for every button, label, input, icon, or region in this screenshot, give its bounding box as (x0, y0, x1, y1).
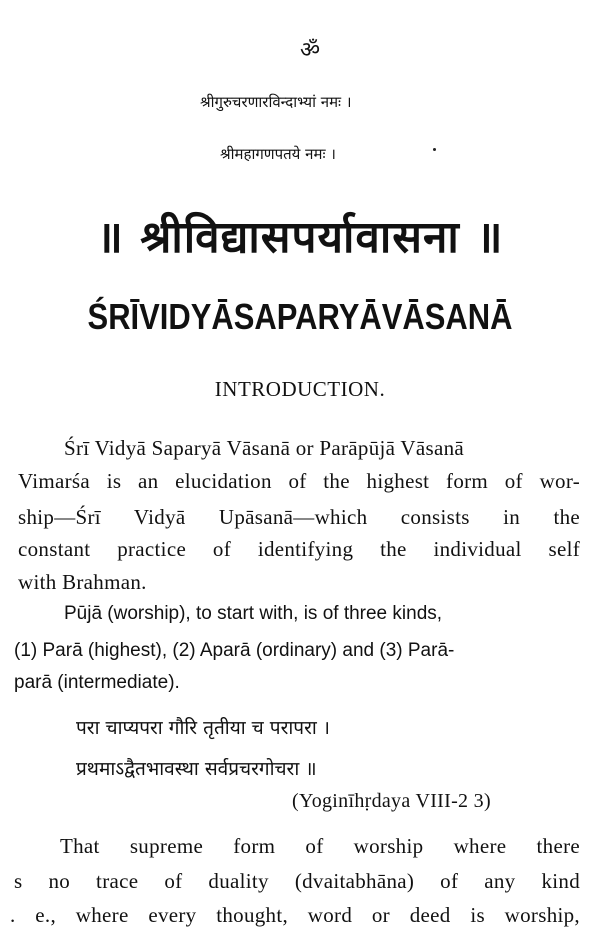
paragraph-line: Pūjā (worship), to start with, is of three kinds, (64, 603, 443, 624)
invocation-guru: श्रीगुरुचरणारविन्दाभ्यां नमः । (200, 93, 352, 111)
paragraph-line: . e., where every thought, word or deed is worship, (10, 903, 580, 927)
verse-line: प्रथमाऽद्वैतभावस्था सर्वप्रचरगोचरा ॥ (76, 758, 317, 780)
paragraph-line: That supreme form of worship where there (60, 834, 580, 858)
invocation-ganapati: श्रीमहागणपतये नमः । (220, 145, 336, 163)
print-speck (433, 148, 436, 151)
paragraph-line: (1) Parā (highest), (2) Aparā (ordinary) and (3) Parā- (14, 640, 455, 661)
section-heading: INTRODUCTION. (214, 377, 386, 401)
paragraph-line: Śrī Vidyā Saparyā Vāsanā or Parāpūjā Vāsanā (64, 436, 465, 460)
om-symbol: ॐ (300, 38, 321, 63)
verse-line: परा चाप्यपरा गौरि तृतीया च परापरा । (76, 717, 330, 739)
paragraph-line: ship—Śrī Vidyā Upāsanā—which consists in the (18, 505, 580, 529)
roman-title: ŚRĪVIDYĀSAPARYĀVĀSANĀ (87, 296, 513, 337)
devanagari-title: ॥ श्रीविद्यासपर्यावासना ॥ (96, 212, 504, 263)
paragraph-line: parā (intermediate). (14, 672, 180, 693)
paragraph-line: with Brahman. (18, 570, 147, 594)
paragraph-line: constant practice of identifying the individual self (18, 537, 580, 561)
verse-citation: (Yoginīhṛdaya VIII-2 3) (292, 790, 491, 812)
paragraph-line: Vimarśa is an elucidation of the highest form of wor- (18, 469, 580, 493)
paragraph-line: s no trace of duality (dvaitabhāna) of any kind (14, 869, 580, 893)
